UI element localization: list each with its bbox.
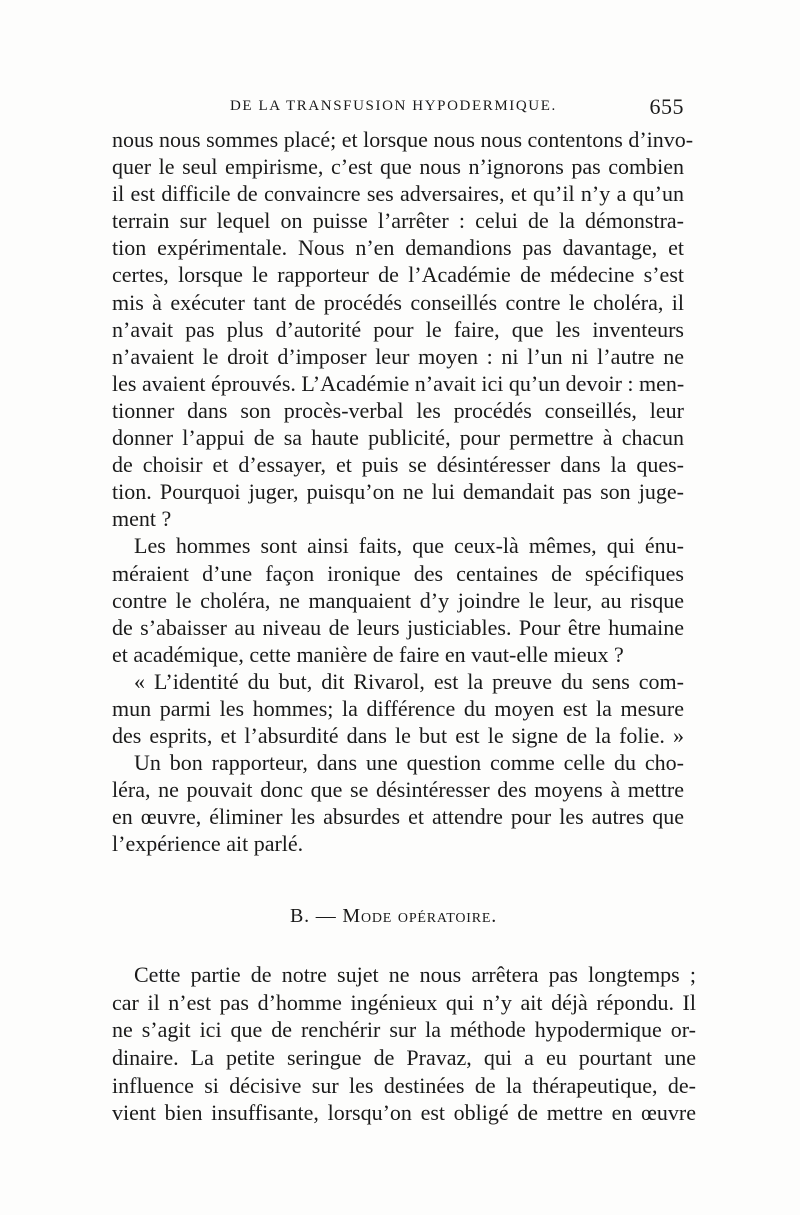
text-line: tion. Pourquoi juger, puisqu’on ne lui demandait pas son juge- [112, 479, 684, 505]
quotation-paragraph [112, 668, 684, 749]
text-line: mun parmi les hommes; la différence du moyen est la mesure [112, 695, 684, 721]
text-line: vient bien insuffisante, lorsqu’on est obligé de mettre en œuvre [112, 1100, 696, 1126]
text-line: tion expérimentale. Nous n’en demandions pas davantage, et [112, 235, 684, 261]
text-line: méraient d’une façon ironique des centaines de spécifiques [112, 560, 684, 586]
paragraph [112, 749, 684, 857]
text-line: de s’abaisser au niveau de leurs justiciables. Pour être humaine [112, 614, 684, 640]
text-line: n’avait pas plus d’autorité pour le faire, que les inventeurs [112, 316, 684, 342]
section-label: B. — [290, 905, 337, 927]
running-head [230, 94, 684, 118]
text-line: donner l’appui de sa haute publicité, pour permettre à chacun [112, 425, 684, 451]
text-line: ment ? [112, 506, 172, 532]
text-line: « L’identité du but, dit Rivarol, est la preuve du sens com- [134, 668, 684, 694]
section-heading [290, 905, 497, 928]
text-line: quer le seul empirisme, c’est que nous n’ignorons pas combien [112, 154, 684, 180]
text-line: Un bon rapporteur, dans une question comme celle du cho- [134, 750, 684, 776]
section-text [112, 961, 696, 1127]
text-line: mis à exécuter tant de procédés conseillés contre le choléra, il [112, 289, 684, 315]
text-line: et académique, cette manière de faire en vaut-elle mieux ? [112, 641, 624, 667]
text-line: en œuvre, éliminer les absurdes et attendre pour les autres que [112, 804, 684, 830]
text-line: des esprits, et l’absurdité dans le but est le signe de la folie. » [112, 723, 684, 749]
paragraph [112, 126, 694, 532]
text-line: car il n’est pas d’homme ingénieux qui n’y ait déjà répondu. Il [112, 989, 696, 1015]
paragraph [112, 961, 696, 1127]
text-line: dinaire. La petite seringue de Pravaz, qui a eu pourtant une [112, 1045, 696, 1071]
text-line: terrain sur lequel on puisse l’arrêter : celui de la démonstra- [112, 208, 684, 234]
page-number: 655 [649, 94, 684, 119]
text-line: de choisir et d’essayer, et puis se désintéresser dans la ques- [112, 452, 684, 478]
text-line: l’expérience ait parlé. [112, 831, 304, 857]
text-line: il est difficile de convaincre ses adversaires, et qu’il n’y a qu’un [112, 181, 684, 207]
text-line: influence si décisive sur les destinées de la thérapeutique, de- [112, 1072, 696, 1098]
text-line: contre le choléra, ne manquaient d’y joindre le leur, au risque [112, 587, 684, 613]
text-line: léra, ne pouvait donc que se désintéresser des moyens à mettre [112, 777, 684, 803]
text-line: ne s’agit ici que de renchérir sur la méthode hypodermique or- [112, 1017, 696, 1043]
text-line: tionner dans son procès-verbal les procédés conseillés, leur [112, 397, 684, 423]
paragraph [112, 532, 684, 667]
main-text [112, 126, 694, 858]
text-line: Les hommes sont ainsi faits, que ceux-là mêmes, qui énu- [134, 533, 684, 559]
text-line: n’avaient le droit d’imposer leur moyen : ni l’un ni l’autre ne [112, 343, 684, 369]
text-line: les avaient éprouvés. L’Académie n’avait ici qu’un devoir : men- [112, 370, 685, 396]
text-line: Cette partie de notre sujet ne nous arrêtera pas longtemps ; [134, 962, 696, 987]
text-line: nous nous sommes placé; et lorsque nous nous contentons d’invo- [112, 127, 694, 152]
running-title: DE LA TRANSFUSION HYPODERMIQUE. [230, 98, 557, 114]
section-title: Mode opératoire. [342, 905, 498, 927]
text-line: certes, lorsque le rapporteur de l’Académie de médecine s’est [112, 262, 684, 288]
